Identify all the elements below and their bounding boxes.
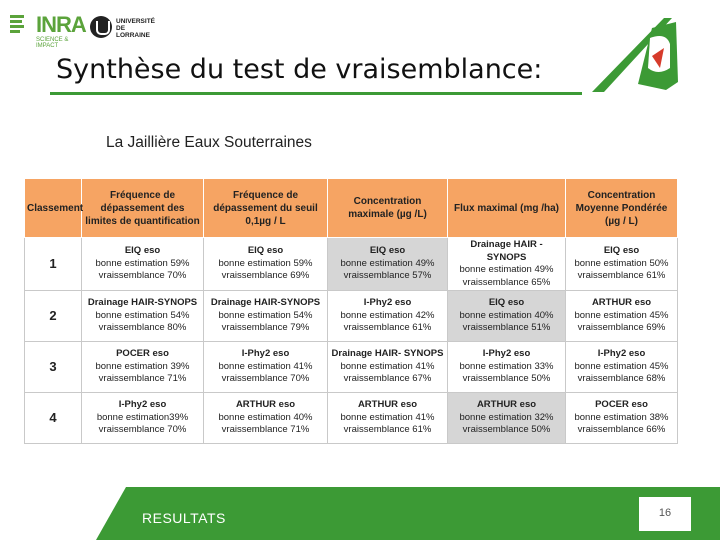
vraisemblance-text: vraissemblance 65% [462, 276, 551, 288]
estimation-text: bonne estimation 45% [574, 309, 669, 321]
table-row [25, 238, 678, 291]
slide-subtitle: La Jaillière Eaux Souterraines [106, 134, 312, 151]
model-name: I-Phy2 eso [363, 297, 412, 309]
vraisemblance-text: vraissemblance 70% [98, 424, 187, 436]
table-cell [82, 342, 204, 393]
table-cell [204, 291, 328, 342]
model-name: POCER eso [116, 348, 169, 360]
table-cell [328, 291, 448, 342]
model-name: Drainage HAIR- SYNOPS [331, 348, 444, 360]
table-cell [204, 342, 328, 393]
estimation-text: bonne estimation 40% [218, 411, 313, 423]
vraisemblance-text: vraissemblance 69% [577, 322, 666, 334]
table-cell [82, 393, 204, 444]
model-name: I-Phy2 eso [597, 348, 646, 360]
estimation-text: bonne estimation 32% [459, 411, 554, 423]
column-header-classement: Classement [25, 179, 82, 238]
column-header-frequence-lq: Fréquence de dépassement des limites de quantification [82, 179, 204, 238]
estimation-text: bonne estimation 41% [340, 411, 435, 423]
model-name: I-Phy2 eso [241, 348, 290, 360]
rank-cell: 2 [25, 291, 82, 342]
vraisemblance-text: vraissemblance 61% [343, 424, 432, 436]
model-name: ARTHUR eso [591, 297, 652, 309]
vraisemblance-text: vraissemblance 50% [462, 424, 551, 436]
title-underline [50, 92, 582, 95]
brand-logo-icon [592, 10, 692, 100]
model-name: EIQ eso [488, 297, 525, 309]
estimation-text: bonne estimation 59% [218, 257, 313, 269]
table-cell [448, 393, 566, 444]
column-header-concentration-moyenne: Concentration Moyenne Pondérée (µg / L) [566, 179, 678, 238]
footer-band [0, 487, 720, 540]
model-name: Drainage HAIR - SYNOPS [470, 239, 543, 263]
model-name: EIQ eso [369, 245, 406, 257]
estimation-text: bonne estimation39% [96, 411, 189, 423]
model-name: I-Phy2 eso [482, 348, 531, 360]
estimation-text: bonne estimation 49% [340, 257, 435, 269]
estimation-text: bonne estimation 33% [459, 360, 554, 372]
ul-logo-text: UNIVERSITÉ DE LORRAINE [116, 18, 156, 39]
table-cell [82, 291, 204, 342]
model-name: I-Phy2 eso [118, 399, 167, 411]
rank-cell: 3 [25, 342, 82, 393]
model-name: ARTHUR eso [357, 399, 418, 411]
vraisemblance-text: vraissemblance 69% [221, 270, 310, 282]
table-cell [566, 393, 678, 444]
vraisemblance-text: vraissemblance 68% [577, 373, 666, 385]
estimation-text: bonne estimation 54% [95, 309, 190, 321]
estimation-text: bonne estimation 50% [574, 257, 669, 269]
model-name: Drainage HAIR-SYNOPS [87, 297, 198, 309]
vraisemblance-text: vraissemblance 57% [343, 270, 432, 282]
estimation-text: bonne estimation 38% [574, 411, 669, 423]
table-cell [448, 342, 566, 393]
inra-tagline: SCIENCE & IMPACT [36, 37, 69, 49]
table-cell [566, 342, 678, 393]
table-row [25, 393, 678, 444]
estimation-text: bonne estimation 49% [459, 264, 554, 275]
table-row [25, 342, 678, 393]
table-cell [448, 238, 566, 291]
estimation-text: bonne estimation 41% [340, 360, 435, 372]
model-name: EIQ eso [603, 245, 640, 257]
vraisemblance-text: vraissemblance 71% [221, 424, 310, 436]
estimation-text: bonne estimation 42% [340, 309, 435, 321]
vraisemblance-text: vraissemblance 66% [577, 424, 666, 436]
inra-logo-text: INRA [36, 12, 86, 37]
footer-section-label: RESULTATS [142, 510, 226, 526]
rank-cell: 1 [25, 238, 82, 291]
vraisemblance-text: vraissemblance 80% [98, 322, 187, 334]
estimation-text: bonne estimation 45% [574, 360, 669, 372]
model-name: POCER eso [595, 399, 648, 411]
table-cell [328, 393, 448, 444]
vraisemblance-text: vraissemblance 61% [577, 270, 666, 282]
column-header-flux-max: Flux maximal (mg /ha) [448, 179, 566, 238]
table-row [25, 291, 678, 342]
vraisemblance-text: vraissemblance 51% [462, 322, 551, 334]
inra-logo [8, 10, 86, 49]
vraisemblance-text: vraissemblance 50% [462, 373, 551, 385]
rank-cell: 4 [25, 393, 82, 444]
vraisemblance-text: vraissemblance 70% [221, 373, 310, 385]
page-number-box [639, 497, 691, 531]
table-cell [204, 238, 328, 291]
vraisemblance-text: vraissemblance 79% [221, 322, 310, 334]
inra-leaf-icon [8, 12, 34, 38]
table-cell [328, 238, 448, 291]
model-name: ARTHUR eso [476, 399, 537, 411]
table-cell [566, 238, 678, 291]
estimation-text: bonne estimation 59% [95, 257, 190, 269]
vraisemblance-text: vraissemblance 61% [343, 322, 432, 334]
slide-title: Synthèse du test de vraisemblance: [56, 54, 543, 85]
vraisemblance-text: vraissemblance 71% [98, 373, 187, 385]
vraisemblance-text: vraissemblance 70% [98, 270, 187, 282]
vraisemblance-text: vraissemblance 67% [343, 373, 432, 385]
table-cell [82, 238, 204, 291]
column-header-frequence-seuil: Fréquence de dépassement du seuil 0,1µg / L [204, 179, 328, 238]
table-cell [328, 342, 448, 393]
table-header-row [25, 179, 678, 238]
model-name: EIQ eso [124, 245, 161, 257]
estimation-text: bonne estimation 41% [218, 360, 313, 372]
table-cell [566, 291, 678, 342]
table-cell [448, 291, 566, 342]
synthesis-table [24, 178, 678, 444]
model-name: Drainage HAIR-SYNOPS [210, 297, 321, 309]
model-name: EIQ eso [247, 245, 284, 257]
column-header-concentration-max: Concentration maximale (µg /L) [328, 179, 448, 238]
table-cell [204, 393, 328, 444]
page-number: 16 [658, 507, 672, 519]
universite-lorraine-logo [90, 14, 160, 44]
ul-emblem-icon [90, 16, 112, 38]
estimation-text: bonne estimation 39% [95, 360, 190, 372]
model-name: ARTHUR eso [235, 399, 296, 411]
estimation-text: bonne estimation 40% [459, 309, 554, 321]
estimation-text: bonne estimation 54% [218, 309, 313, 321]
